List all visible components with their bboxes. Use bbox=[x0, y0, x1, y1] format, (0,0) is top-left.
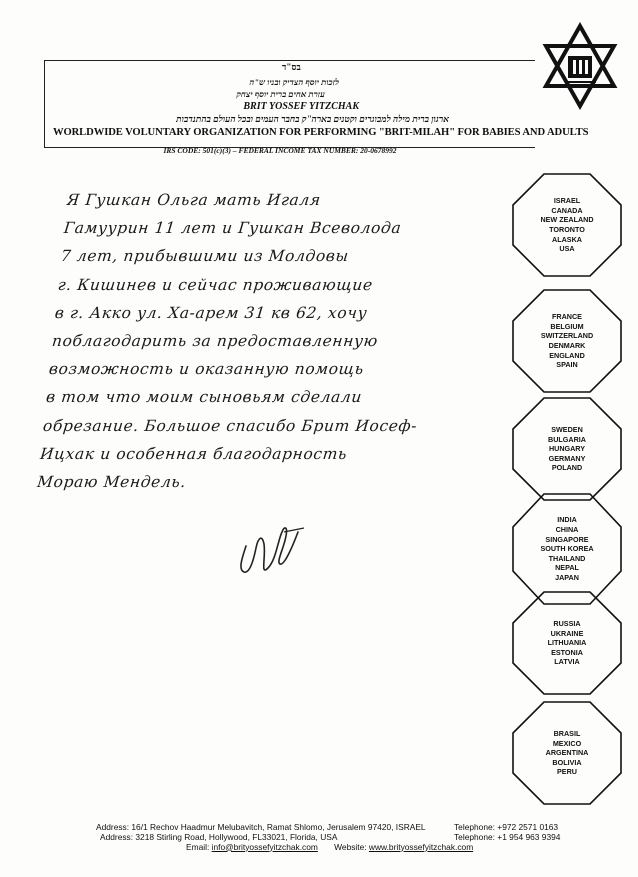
country-label: CANADA bbox=[551, 205, 583, 215]
letterhead-box bbox=[44, 60, 589, 148]
region-octagon bbox=[511, 172, 623, 278]
hebrew-dedication: לזכות יוסף הצדיק ובניו ש"ה bbox=[249, 77, 339, 87]
region-octagon bbox=[511, 396, 623, 502]
country-label: MEXICO bbox=[552, 738, 582, 748]
country-label: ESTONIA bbox=[551, 647, 583, 657]
email-label: Email: bbox=[186, 841, 210, 852]
address-usa: Address: 3218 Stirling Road, Hollywood, FL33021, Florida, USA bbox=[100, 831, 338, 842]
letter-line: возможность и оказанную помощь bbox=[48, 360, 365, 379]
phone-usa: Telephone: +1 954 963 9394 bbox=[454, 831, 561, 842]
letter-line: Мораю Мендель. bbox=[36, 473, 187, 492]
country-label: NEW ZEALAND bbox=[540, 215, 594, 225]
country-label: SWITZERLAND bbox=[540, 331, 594, 341]
letter-line: 7 лет, прибывшими из Молдовы bbox=[59, 247, 350, 266]
irs-code-line: IRS CODE: 501(c)(3) – FEDERAL INCOME TAX NUMBER: 20-0678992 bbox=[163, 146, 397, 155]
country-label: LITHUANIA bbox=[547, 638, 587, 648]
phone-israel: Telephone: +972 2571 0163 bbox=[454, 822, 559, 832]
region-octagon bbox=[511, 492, 623, 606]
country-label: NEPAL bbox=[555, 563, 579, 573]
region-octagon bbox=[511, 700, 623, 806]
country-label: POLAND bbox=[551, 463, 583, 473]
website-link[interactable]: www.brityossefyitzchak.com bbox=[368, 841, 474, 852]
country-label: BOLIVIA bbox=[552, 757, 582, 767]
country-label: ISRAEL bbox=[553, 196, 581, 206]
letter-line: поблагодарить за предоставленную bbox=[51, 332, 379, 351]
org-name-english: WORLDWIDE VOLUNTARY ORGANIZATION FOR PERFORMING "BRIT-MILAH" FOR BABIES AND ADULTS bbox=[53, 127, 589, 138]
country-label: LATVIA bbox=[554, 657, 580, 667]
signature-scribble bbox=[228, 518, 312, 582]
country-label: ARGENTINA bbox=[545, 748, 589, 758]
country-label: SWEDEN bbox=[551, 425, 583, 435]
star-of-david-logo-icon bbox=[540, 22, 620, 110]
letter-line: Гамуурин 11 лет и Гушкан Всеволода bbox=[62, 219, 403, 238]
region-octagon bbox=[511, 590, 623, 696]
region-octagon bbox=[511, 288, 623, 394]
country-label: RUSSIA bbox=[553, 619, 581, 629]
footer-contact bbox=[96, 823, 616, 852]
address-israel: Address: 16/1 Rechov Haadmur Melubavitch, Ramat Shlomo, Jerusalem 97420, ISRAEL bbox=[96, 822, 426, 832]
country-label: PERU bbox=[557, 767, 577, 777]
country-label: INDIA bbox=[557, 515, 577, 525]
org-name-latin: BRIT YOSSEF YITZCHAK bbox=[243, 101, 359, 112]
country-label: SOUTH KOREA bbox=[540, 544, 594, 554]
bsd-mark: בס"ד bbox=[282, 62, 301, 72]
country-label: GERMANY bbox=[548, 453, 586, 463]
handwritten-letter bbox=[36, 186, 525, 496]
country-label: THAILAND bbox=[548, 553, 586, 563]
country-label: FRANCE bbox=[552, 312, 582, 322]
letter-line: в том что моим сыновьям сделали bbox=[45, 388, 363, 407]
country-label: TORONTO bbox=[549, 225, 585, 234]
country-label: BELGIUM bbox=[550, 321, 584, 331]
letter-line: г. Кишинев и сейчас проживающие bbox=[56, 275, 374, 294]
country-label: BRASIL bbox=[553, 729, 581, 739]
letter-line: Ицхак и особенная благодарность bbox=[39, 444, 349, 463]
country-label: JAPAN bbox=[555, 572, 579, 582]
country-label: DENMARK bbox=[548, 341, 586, 350]
letter-line: обрезание. Большое спасибо Брит Иосеф- bbox=[42, 416, 419, 435]
country-label: SINGAPORE bbox=[545, 534, 589, 544]
letter-line: Я Гушкан Ольга мать Игаля bbox=[65, 191, 322, 209]
country-label: HUNGARY bbox=[548, 444, 586, 454]
country-label: SPAIN bbox=[556, 360, 578, 370]
hebrew-org-description: ארגון ברית מילה למבוגרים וקטנים בארה"ק בחבר העמים ובכל העולם בהתנדבות bbox=[176, 114, 449, 124]
website-label: Website: bbox=[334, 841, 367, 852]
country-label: UKRAINE bbox=[550, 628, 584, 638]
country-label: CHINA bbox=[555, 525, 579, 535]
hebrew-subtitle: עזרת אחים ברית יוסף יצחק bbox=[236, 89, 325, 99]
country-label: USA bbox=[559, 244, 575, 254]
letter-line: в г. Акко ул. Ха-арем 31 кв 62, хочу bbox=[54, 303, 369, 322]
country-label: BULGARIA bbox=[548, 434, 586, 444]
country-label: ALASKA bbox=[552, 234, 582, 244]
email-link[interactable]: info@brityossefyitzchak.com bbox=[211, 841, 318, 852]
country-label: ENGLAND bbox=[549, 350, 585, 360]
